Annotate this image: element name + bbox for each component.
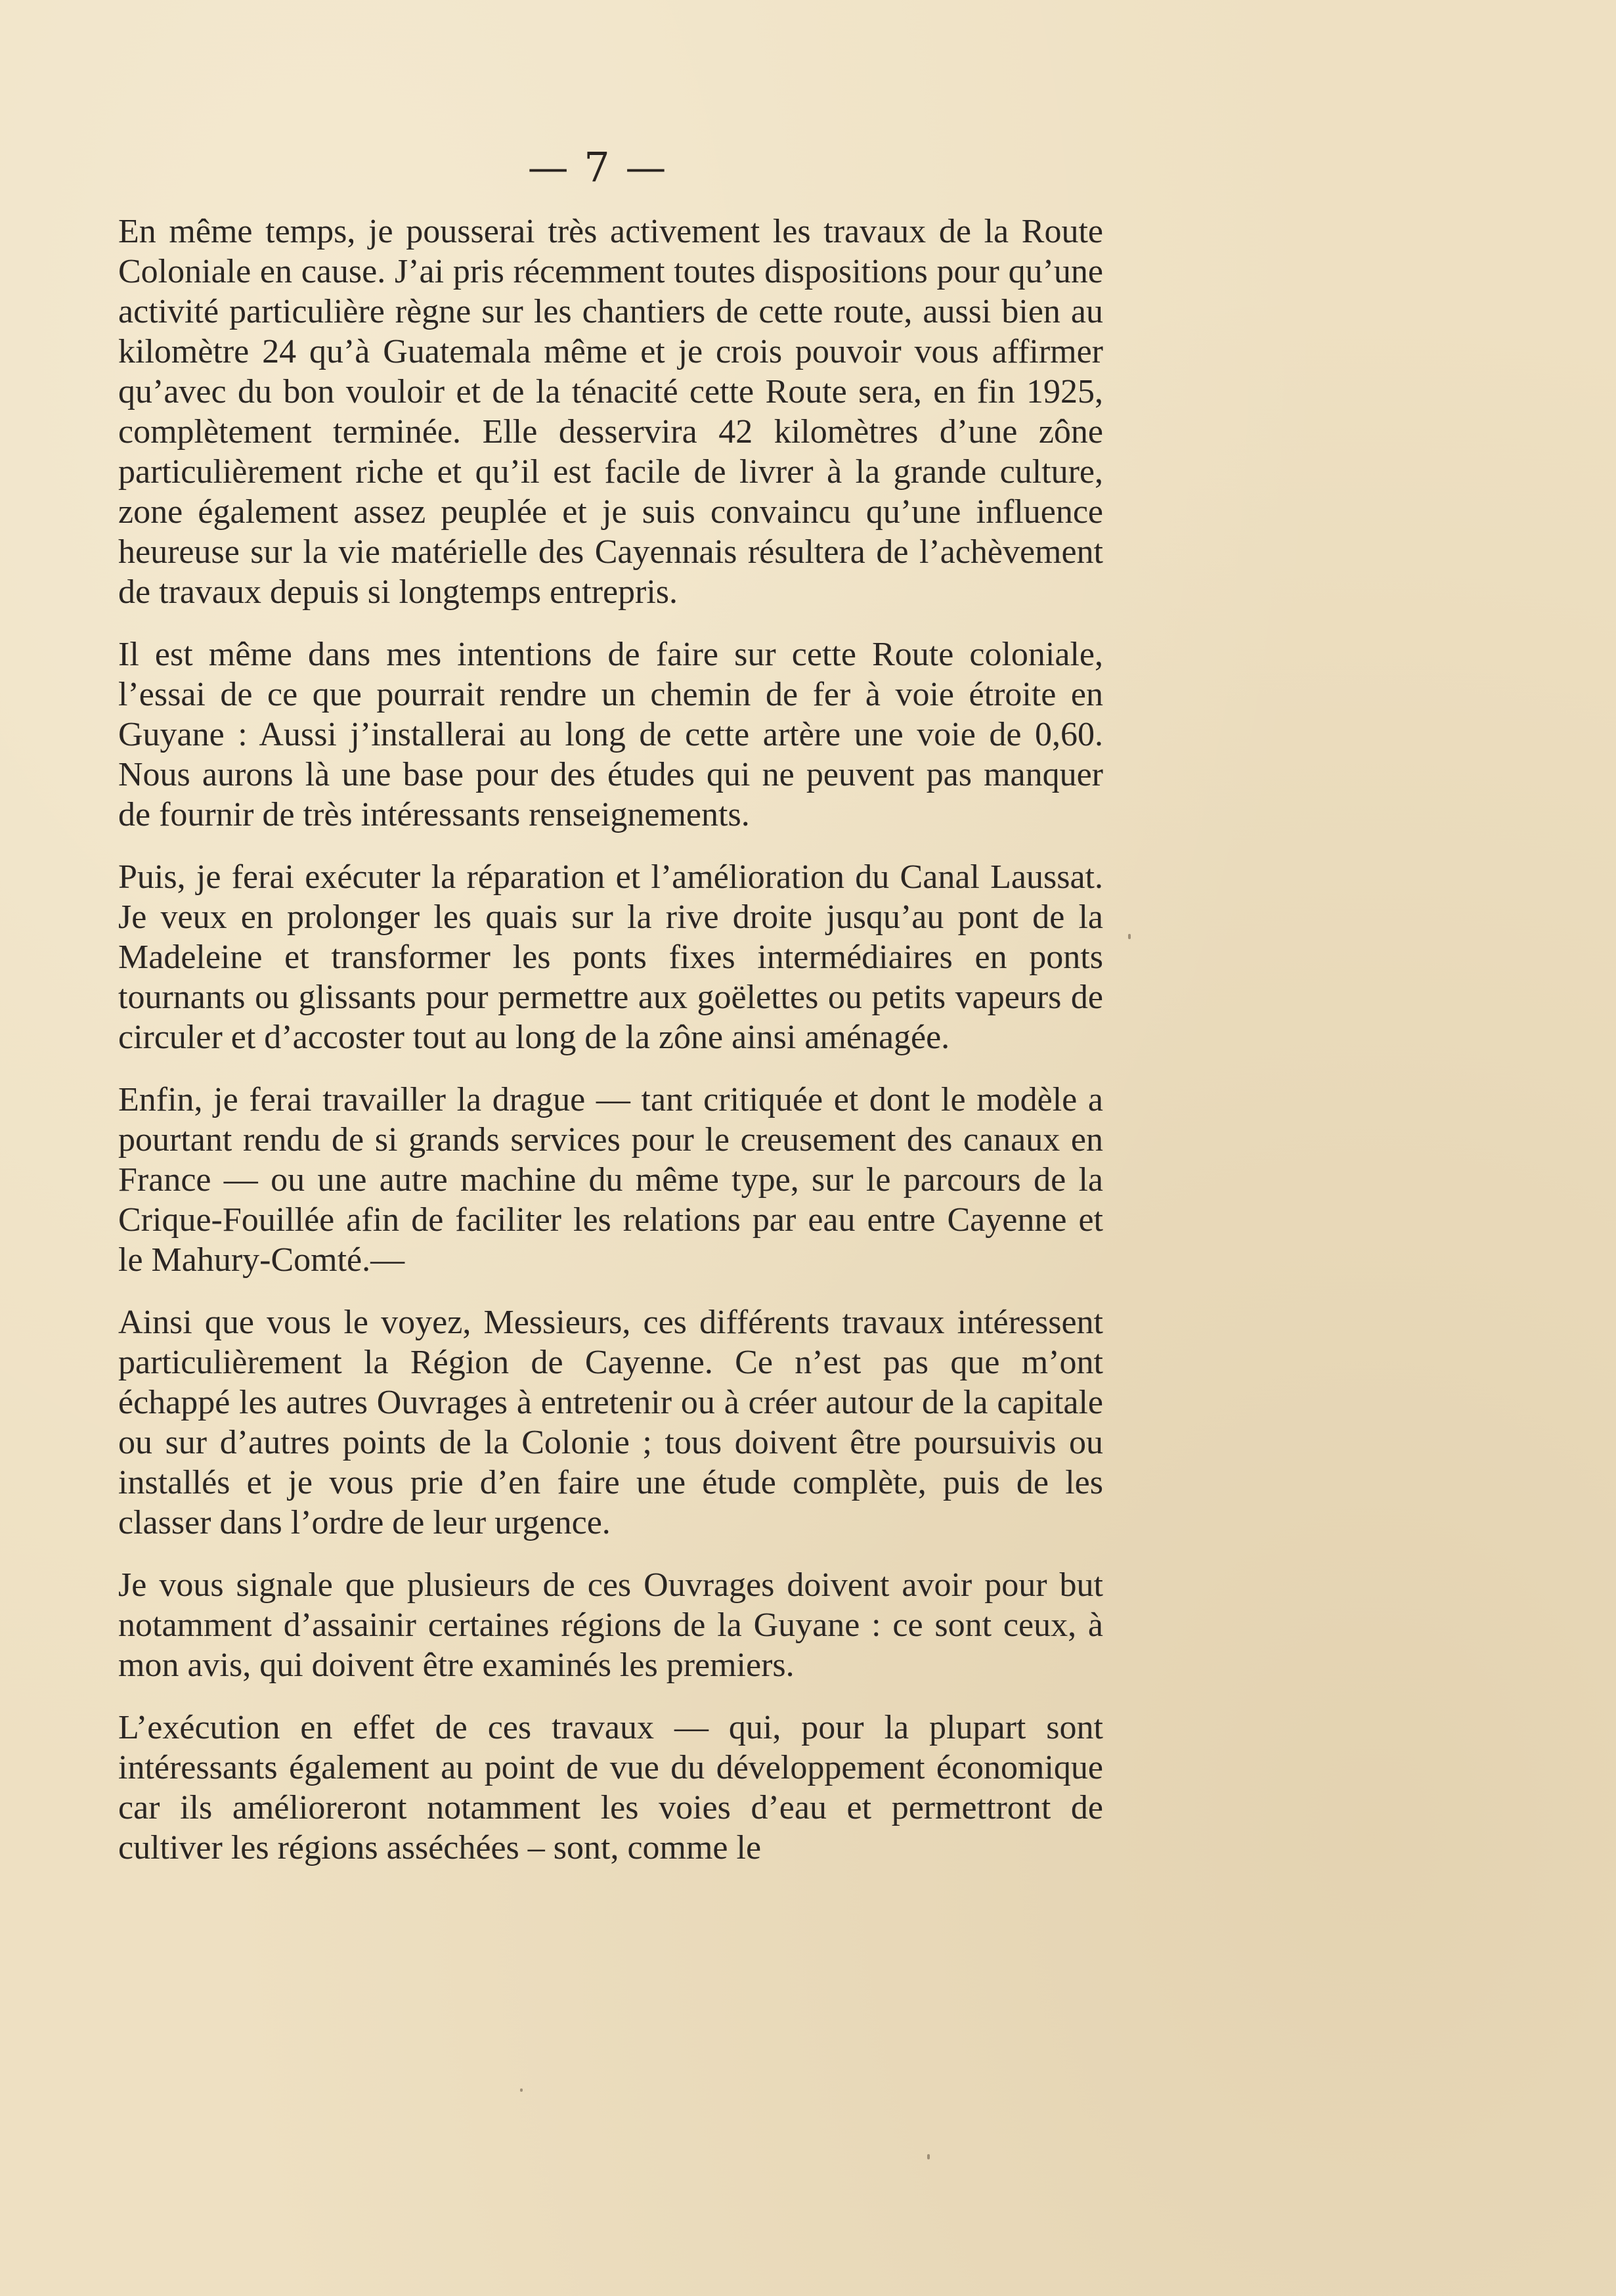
paper-speck: [520, 2088, 523, 2092]
body-text: [118, 211, 1103, 1868]
paragraph-execution-travaux: L’exécution en effet de ces travaux — qui, pour la plupart sont intéressants également au point de vue du développement économique car ils amélioreront notamment les voies d’eau et permettront de cultiver les régions asséchées – sont, comme le: [118, 1709, 1103, 1866]
paragraph-chemin-de-fer: Il est même dans mes intentions de faire sur cette Route coloniale, l’essai de ce que pourrait rendre un chemin de fer à voie étroite en Guyane : Aussi j’installerai au long de cette artère une voie de 0,60. Nous aurons là une base pour des études qui ne peuvent pas manquer de fournir de très intéressants renseignements.: [118, 636, 1103, 833]
paragraph-region-cayenne: Ainsi que vous le voyez, Messieurs, ces différents travaux intéressent particulièrement la Région de Cayenne. Ce n’est pas que m’ont échappé les autres Ouvrages à entretenir ou à créer autour de la capitale ou sur d’autres points de la Colonie ; tous doivent être poursuivis ou installés et je vous prie d’en faire une étude complète, puis de les classer dans l’ordre de leur urgence.: [118, 1304, 1103, 1541]
page-number: — 7 —: [527, 143, 668, 191]
paper-speck: [1128, 934, 1131, 939]
paragraph-canal-laussat: Puis, je ferai exécuter la réparation et l’amélioration du Canal Laussat. Je veux en prolonger les quais sur la rive droite jusqu’au pont de la Madeleine et transformer les ponts fixes intermédiaires en ponts tournants ou glissants pour permettre aux goëlettes ou petits vapeurs de circuler et d’accoster tout au long de la zône ainsi aménagée.: [118, 858, 1103, 1056]
paragraph-route-coloniale: En même temps, je pousserai très activement les travaux de la Route Coloniale en cause. J’ai pris récemment toutes dispositions pour qu’une activité particulière règne sur les chantiers de cette route, aussi bien au kilomètre 24 qu’à Guatemala même et je crois pouvoir vous affirmer qu’avec du bon vouloir et de la ténacité cette Route sera, en fin 1925, complètement terminée. Elle desservira 42 kilomètres d’une zône particulièrement riche et qu’il est facile de livrer à la grande culture, zone également assez peuplée et je suis convaincu qu’une influence heureuse sur la vie matérielle des Cayennais résultera de l’achèvement de travaux depuis si longtemps entrepris.: [118, 213, 1103, 611]
paper-speck: [927, 2154, 930, 2159]
paragraph-assainissement: Je vous signale que plusieurs de ces Ouvrages doivent avoir pour but notamment d’assainir certaines régions de la Guyane : ce sont ceux, à mon avis, qui doivent être examinés les premiers.: [118, 1566, 1103, 1684]
paragraph-drague: Enfin, je ferai travailler la drague — tant critiquée et dont le modèle a pourtant rendu de si grands services pour le creusement des canaux en France — ou une autre machine du même type, sur le parcours de la Crique-Fouillée afin de faciliter les relations par eau entre Cayenne et le Mahury-Comté.—: [118, 1081, 1103, 1279]
